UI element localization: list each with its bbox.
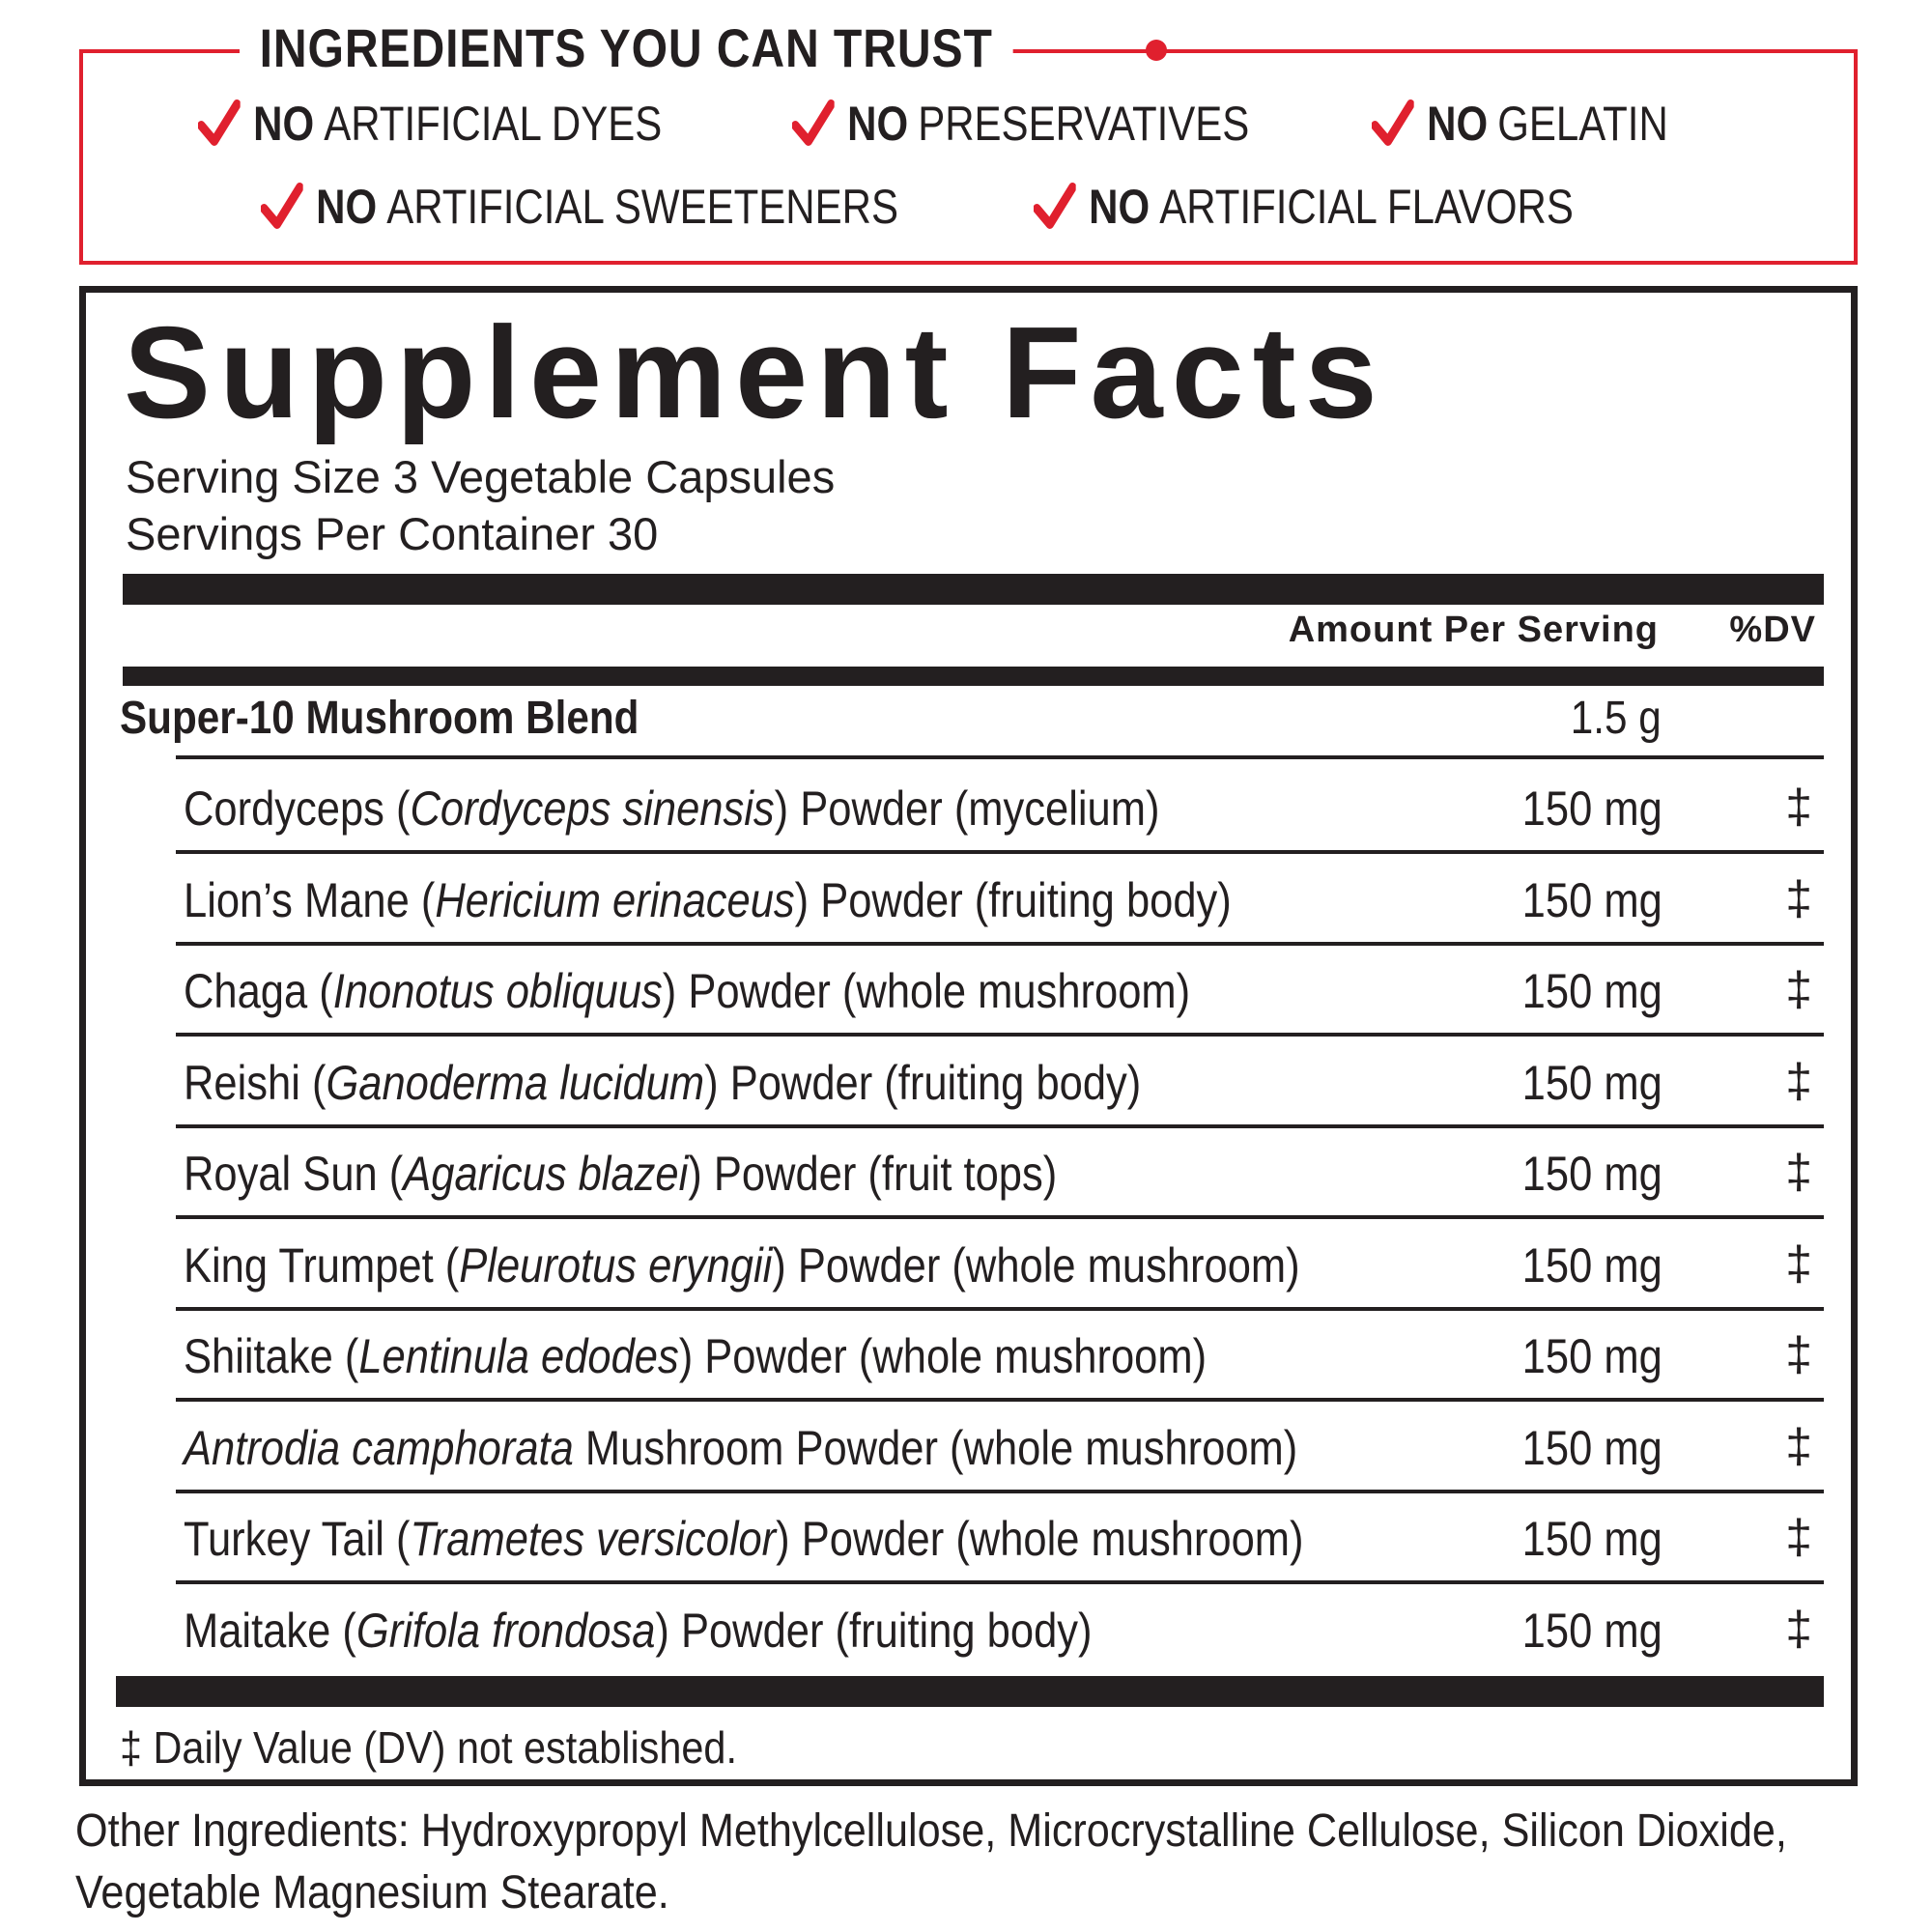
ingredient-dv: ‡ [1785,870,1812,925]
trust-title: INGREDIENTS YOU CAN TRUST [240,14,1012,81]
check-icon [198,99,241,149]
ingredient-amount: 150 mg [1521,964,1662,1018]
ingredient-part: ) Powder (fruiting body) [655,1603,1093,1658]
ingredient-dv: ‡ [1785,1510,1812,1564]
ingredient-row [176,1585,1824,1676]
ingredient-name [184,964,1191,1018]
ingredient-name [184,872,1232,927]
row-divider [176,1398,1824,1402]
ingredient-latin-name: Lentinula edodes [358,1329,679,1383]
title-dot [1146,40,1167,61]
check-icon [1034,182,1076,232]
row-divider [176,755,1824,759]
ingredient-dv: ‡ [1785,1327,1812,1381]
ingredient-name [184,1237,1300,1293]
serving-size: Serving Size 3 Vegetable Capsules [126,451,836,502]
ingredient-name [184,1603,1093,1658]
ingredient-common-name: Royal Sun ( [184,1147,404,1201]
ingredient-name [184,1420,1298,1475]
row-divider [176,1215,1824,1219]
claim-no-gelatin [1372,95,1668,153]
servings-per-container: Servings Per Container 30 [126,508,659,559]
ingredient-dv: ‡ [1785,1145,1812,1199]
claim-label: ARTIFICIAL SWEETENERS [386,180,898,234]
ingredient-name [184,1512,1304,1566]
claim-label: ARTIFICIAL FLAVORS [1159,180,1574,234]
ingredient-name [184,1055,1142,1110]
claim-no-artificial-sweeteners [261,178,898,236]
ingredient-dv: ‡ [1785,1236,1812,1291]
ingredient-part: ) Powder (fruiting body) [794,872,1232,927]
ingredient-amount: 150 mg [1521,1147,1662,1201]
no-label: NO [847,97,909,151]
ingredient-row [176,946,1824,1037]
row-divider [176,942,1824,946]
ingredient-part: ) Powder (whole mushroom) [776,1512,1304,1566]
ingredient-amount: 150 mg [1521,781,1662,836]
ingredient-part: ) Powder (whole mushroom) [772,1237,1300,1293]
ingredient-common-name: Turkey Tail ( [184,1512,411,1566]
ingredient-latin-name: Antrodia camphorata [184,1420,574,1475]
ingredient-row [176,1220,1824,1311]
ingredient-common-name: Reishi ( [184,1055,327,1110]
ingredient-name [184,1329,1208,1383]
bottom-thick-divider [116,1676,1824,1707]
ingredient-amount: 150 mg [1521,1055,1662,1110]
ingredient-dv: ‡ [1785,1418,1812,1473]
ingredient-row [176,1037,1824,1128]
claim-label: GELATIN [1497,97,1668,151]
facts-title: Supplement Facts [124,299,1386,445]
ingredient-amount: 150 mg [1521,872,1662,927]
row-divider [176,1490,1824,1493]
ingredient-row [176,1128,1824,1219]
ingredient-latin-name: Ganoderma lucidum [326,1055,705,1110]
ingredient-row [176,855,1824,946]
ingredient-name [184,1147,1058,1201]
ingredient-name [184,781,1160,836]
claim-label: PRESERVATIVES [918,97,1250,151]
ingredient-latin-name: Inonotus obliquus [332,964,663,1018]
header-divider [123,667,1824,686]
row-divider [176,1033,1824,1037]
ingredient-dv: ‡ [1785,1053,1812,1108]
ingredient-latin-name: Pleurotus eryngii [459,1237,773,1293]
claim-no-preservatives [792,95,1249,153]
dv-footnote: ‡ Daily Value (DV) not established. [120,1722,737,1773]
ingredient-part: ) Powder (fruiting body) [704,1055,1142,1110]
claim-no-artificial-dyes [198,95,662,153]
ingredient-row [176,1493,1824,1584]
ingredient-latin-name: Cordyceps sinensis [410,781,775,836]
ingredient-dv: ‡ [1785,780,1812,834]
ingredient-latin-name: Grifola frondosa [355,1603,656,1658]
row-divider [176,1307,1824,1311]
ingredient-amount: 150 mg [1521,1237,1662,1293]
ingredient-latin-name: Agaricus blazei [403,1147,689,1201]
ingredient-common-name: King Trumpet ( [184,1237,460,1293]
blend-amount: 1.5 g [1571,693,1662,744]
no-label: NO [316,180,378,234]
ingredient-common-name: Lion’s Mane ( [184,872,436,927]
no-label: NO [1089,180,1151,234]
ingredient-latin-name: Trametes versicolor [410,1512,777,1566]
ingredient-dv: ‡ [1785,1601,1812,1656]
ingredient-amount: 150 mg [1521,1512,1662,1566]
check-icon [1372,99,1414,149]
ingredient-part: Mushroom Powder (whole mushroom) [573,1420,1298,1475]
ingredient-common-name: Cordyceps ( [184,781,411,836]
ingredient-row [176,1403,1824,1493]
check-icon [792,99,835,149]
claim-label: ARTIFICIAL DYES [324,97,663,151]
ingredient-common-name: Maitake ( [184,1603,356,1658]
thick-divider [123,574,1824,605]
row-divider [176,850,1824,854]
ingredient-row [176,1311,1824,1402]
no-label: NO [1427,97,1489,151]
dv-header: %DV [1729,610,1816,650]
claim-no-artificial-flavors [1034,178,1574,236]
ingredient-part: ) Powder (mycelium) [774,781,1160,836]
other-ingredients: Other Ingredients: Hydroxypropyl Methylcellulose, Microcrystalline Cellulose, Silicon Dioxide, Vegetable Magnesium Stearate. [75,1805,1787,1918]
ingredient-part: ) Powder (whole mushroom) [678,1329,1208,1383]
ingredient-amount: 150 mg [1521,1329,1662,1383]
ingredient-row [176,763,1824,854]
no-label: NO [253,97,315,151]
ingredient-amount: 150 mg [1521,1603,1662,1658]
ingredient-common-name: Chaga ( [184,964,333,1018]
ingredient-amount: 150 mg [1521,1420,1662,1475]
row-divider [176,1124,1824,1128]
blend-name: Super-10 Mushroom Blend [120,693,639,744]
row-divider [176,1580,1824,1584]
ingredient-part: ) Powder (fruit tops) [688,1147,1058,1201]
ingredient-latin-name: Hericium erinaceus [435,872,795,927]
ingredient-common-name: Shiitake ( [184,1329,359,1383]
ingredient-dv: ‡ [1785,962,1812,1016]
check-icon [261,182,303,232]
amount-per-serving-header: Amount Per Serving [1288,610,1659,650]
ingredient-part: ) Powder (whole mushroom) [662,964,1191,1018]
